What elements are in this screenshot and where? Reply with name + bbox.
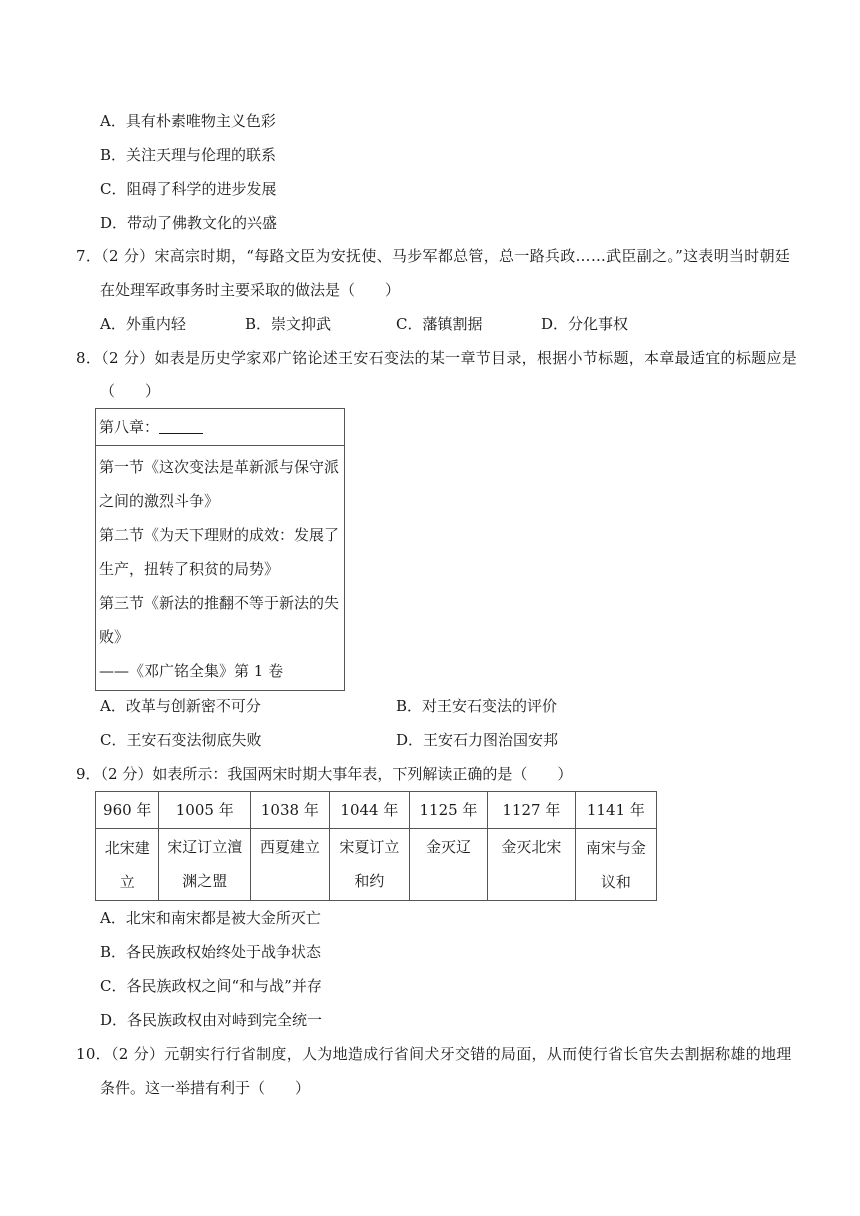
event-cell: 金灭辽 — [410, 829, 488, 901]
q7-stem-line2: 在处理军政事务时主要采取的做法是（ ） — [100, 281, 401, 299]
q9-option-b: B．各民族政权始终处于战争状态 — [100, 943, 322, 961]
event-cell — [575, 829, 656, 901]
year-cell: 1005 年 — [159, 792, 250, 829]
answer-blank — [159, 417, 203, 434]
year-cell: 960 年 — [96, 792, 159, 829]
chapter-sections-cell — [96, 446, 345, 691]
q8-stem-line1: 8．（2 分）如表是历史学家邓广铭论述王安石变法的某一章节目录，根据小节标题，本章最适宜的标题应是 — [76, 349, 798, 367]
q8-option-a: A．改革与创新密不可分 — [100, 697, 261, 715]
q9-option-c: C．各民族政权之间“和与战”并存 — [100, 977, 322, 995]
section-1: 第一节《这次变法是革新派与保守派之间的激烈斗争》 — [99, 458, 340, 510]
q10-stem-line2: 条件。这一举措有利于（ ） — [100, 1079, 311, 1097]
year-cell: 1038 年 — [250, 792, 329, 829]
chapter-outline-table — [95, 408, 345, 691]
q8-stem-line2: （ ） — [100, 382, 161, 400]
event-cell: 金灭北宋 — [487, 829, 575, 901]
q8-option-c: C．王安石变法彻底失败 — [100, 731, 262, 749]
q6-option-d: D．带动了佛教文化的兴盛 — [100, 214, 278, 232]
q9-stem: 9．（2 分）如表所示：我国两宋时期大事年表，下列解读正确的是（ ） — [76, 765, 573, 783]
events-timeline-table — [95, 791, 657, 901]
section-2: 第二节《为天下理财的成效：发展了生产，扭转了积贫的局势》 — [99, 526, 340, 578]
q9-option-d: D．各民族政权由对峙到完全统一 — [100, 1011, 323, 1029]
years-row — [96, 792, 657, 829]
events-row — [96, 829, 657, 901]
event-cell — [96, 829, 159, 901]
chapter-header-cell — [96, 409, 345, 446]
event-cell — [329, 829, 409, 901]
q7-option-a: A．外重内轻 — [100, 315, 186, 333]
q7-option-b: B．崇文抑武 — [245, 315, 332, 333]
year-cell: 1141 年 — [575, 792, 656, 829]
event-text: 北宋建立 — [104, 838, 150, 891]
q10-stem-line1: 10．（2 分）元朝实行行省制度，人为地造成行省间犬牙交错的局面，从而使行省长官失去割据称雄的地理 — [76, 1045, 792, 1063]
event-cell: 西夏建立 — [250, 829, 329, 901]
q7-option-d: D．分化事权 — [541, 315, 629, 333]
q7-stem-line1: 7．（2 分）宋高宗时期，“每路文臣为安抚使、马步军都总管，总一路兵政……武臣副之。”这表明当时朝廷 — [76, 247, 791, 265]
q6-option-a: A．具有朴素唯物主义色彩 — [100, 112, 276, 130]
chapter-header-label: 第八章： — [99, 418, 160, 436]
event-text: 南宋与金议和 — [585, 838, 646, 891]
event-text: 宋夏订立和约 — [339, 838, 400, 890]
q6-option-b: B．关注天理与伦理的联系 — [100, 146, 277, 164]
section-3: 第三节《新法的推翻不等于新法的失败》 — [99, 594, 340, 646]
event-cell — [159, 829, 250, 901]
event-text: 宋辽订立澶渊之盟 — [167, 838, 243, 890]
q8-option-b: B．对王安石变法的评价 — [396, 697, 558, 715]
source-citation: ——《邓广铭全集》第 1 卷 — [99, 662, 284, 680]
year-cell: 1044 年 — [329, 792, 409, 829]
q7-option-c: C．藩镇割据 — [396, 315, 483, 333]
year-cell: 1127 年 — [487, 792, 575, 829]
year-cell: 1125 年 — [410, 792, 488, 829]
q9-option-a: A．北宋和南宋都是被大金所灭亡 — [100, 909, 321, 927]
q8-option-d: D．王安石力图治国安邦 — [396, 731, 559, 749]
q6-option-c: C．阻碍了科学的进步发展 — [100, 180, 277, 198]
